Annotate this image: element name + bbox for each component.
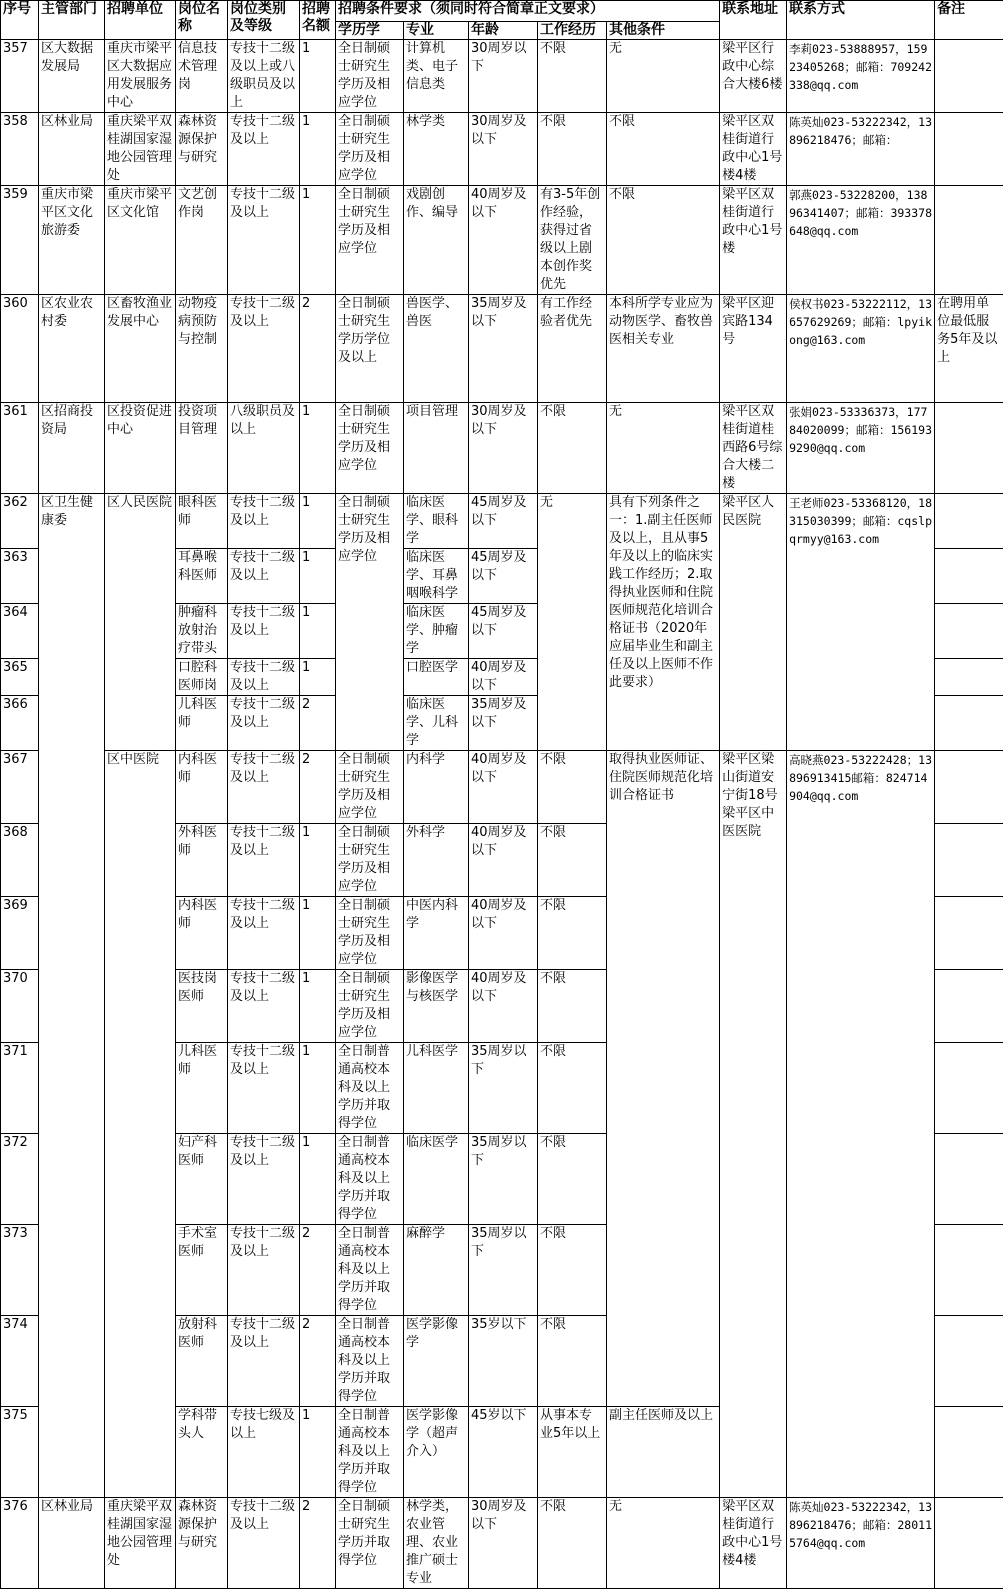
row-level: 专技十二级及以上 — [228, 824, 300, 897]
row-quota: 1 — [300, 40, 336, 113]
row-age: 45岁以下 — [469, 1407, 538, 1498]
row-other: 副主任医师及以上 — [607, 1407, 720, 1498]
row-edu: 全日制普通高校本科及以上学历并取得学位 — [336, 1225, 404, 1316]
row-post: 眼科医师 — [176, 494, 228, 549]
row-addr: 梁平区梁山街道安宁街18号梁平区中医医院 — [720, 751, 787, 1498]
row-level: 专技十二级及以上 — [228, 186, 300, 295]
row-level: 专技七级及以上 — [228, 1407, 300, 1498]
row-exp: 不限 — [538, 113, 607, 186]
row-edu: 全日制硕士研究生学历及相应学位 — [336, 494, 404, 751]
row-level: 专技十二级及以上 — [228, 696, 300, 751]
row-post: 内科医师 — [176, 751, 228, 824]
row-quota: 1 — [300, 604, 336, 659]
row-no: 361 — [1, 403, 39, 494]
row-major: 林学类 — [404, 113, 469, 186]
row-quota: 1 — [300, 549, 336, 604]
row-contact: 陈英灿023-53222342，13896218476；邮箱：280115764@qq.com — [787, 1498, 935, 1589]
row-post: 儿科医师 — [176, 696, 228, 751]
table-row — [1, 113, 1003, 186]
col-header-age: 年龄 — [469, 22, 538, 40]
row-edu: 全日制硕士研究生学历学位及以上 — [336, 295, 404, 403]
row-remark — [935, 494, 1003, 549]
row-exp: 无 — [538, 494, 607, 751]
row-unit: 区投资促进中心 — [105, 403, 176, 494]
row-exp: 不限 — [538, 751, 607, 824]
row-no: 376 — [1, 1498, 39, 1589]
row-remark — [935, 1134, 1003, 1225]
row-quota: 1 — [300, 1407, 336, 1498]
row-exp: 不限 — [538, 1043, 607, 1134]
row-age: 30周岁及以下 — [469, 403, 538, 494]
row-addr: 梁平区行政中心综合大楼6楼 — [720, 40, 787, 113]
row-other: 不限 — [607, 113, 720, 186]
row-no: 358 — [1, 113, 39, 186]
row-remark — [935, 113, 1003, 186]
row-exp: 不限 — [538, 1134, 607, 1225]
row-edu: 全日制普通高校本科及以上学历并取得学位 — [336, 1316, 404, 1407]
row-major: 临床医学、眼科学 — [404, 494, 469, 549]
row-edu: 全日制普通高校本科及以上学历并取得学位 — [336, 1407, 404, 1498]
row-age: 40周岁及以下 — [469, 186, 538, 295]
row-major: 计算机类、电子信息类 — [404, 40, 469, 113]
row-edu: 全日制硕士研究生学历并取得学位 — [336, 1498, 404, 1589]
row-major: 口腔医学 — [404, 659, 469, 696]
row-remark — [935, 696, 1003, 751]
col-header-post: 岗位名称 — [176, 1, 228, 40]
col-header-no: 序号 — [1, 1, 39, 40]
row-exp: 从事本专业5年以上 — [538, 1407, 607, 1498]
row-unit: 重庆市梁平区文化馆 — [105, 186, 176, 295]
row-dept: 区林业局 — [39, 113, 105, 186]
row-other: 无 — [607, 403, 720, 494]
row-addr: 梁平区迎宾路134号 — [720, 295, 787, 403]
row-quota: 1 — [300, 1134, 336, 1225]
row-post: 儿科医师 — [176, 1043, 228, 1134]
row-edu: 全日制硕士研究生学历及相应学位 — [336, 186, 404, 295]
row-quota: 1 — [300, 824, 336, 897]
row-unit: 区中医院 — [105, 751, 176, 1498]
row-major: 外科学 — [404, 824, 469, 897]
row-post: 耳鼻喉科医师 — [176, 549, 228, 604]
row-post: 投资项目管理 — [176, 403, 228, 494]
row-dept: 重庆市梁平区文化旅游委 — [39, 186, 105, 295]
row-level: 专技十二级及以上 — [228, 113, 300, 186]
table-row — [1, 186, 1003, 295]
row-major: 医学影像学 — [404, 1316, 469, 1407]
row-age: 35周岁以下 — [469, 1134, 538, 1225]
row-unit: 重庆市梁平区大数据应用发展服务中心 — [105, 40, 176, 113]
row-major: 儿科医学 — [404, 1043, 469, 1134]
row-other: 本科所学专业应为动物医学、畜牧兽医相关专业 — [607, 295, 720, 403]
row-other: 无 — [607, 40, 720, 113]
row-level: 专技十二级及以上 — [228, 549, 300, 604]
row-remark — [935, 1407, 1003, 1498]
col-header-remark: 备注 — [935, 1, 1003, 40]
row-level: 专技十二级及以上 — [228, 1225, 300, 1316]
col-header-quota: 招聘名额 — [300, 1, 336, 40]
row-other: 不限 — [607, 186, 720, 295]
row-no: 365 — [1, 659, 39, 696]
row-exp: 不限 — [538, 40, 607, 113]
table-row — [1, 295, 1003, 403]
row-remark — [935, 40, 1003, 113]
row-age: 40周岁及以下 — [469, 970, 538, 1043]
row-contact: 陈英灿023-53222342，13896218476；邮箱： — [787, 113, 935, 186]
table-row — [1, 1498, 1003, 1589]
row-level: 专技十二级及以上 — [228, 604, 300, 659]
row-no: 360 — [1, 295, 39, 403]
row-quota: 1 — [300, 970, 336, 1043]
row-major: 林学类，农业管理、农业推广硕士专业 — [404, 1498, 469, 1589]
row-level: 专技十二级及以上 — [228, 1134, 300, 1225]
row-contact: 李莉023-53888957，15923405268；邮箱：709242338@qq.com — [787, 40, 935, 113]
row-exp: 有3-5年创作经验，获得过省级以上剧本创作奖优先 — [538, 186, 607, 295]
row-unit: 区畜牧渔业发展中心 — [105, 295, 176, 403]
row-age: 45周岁及以下 — [469, 549, 538, 604]
col-header-dept: 主管部门 — [39, 1, 105, 40]
row-quota: 2 — [300, 751, 336, 824]
row-age: 30周岁以下 — [469, 40, 538, 113]
row-addr: 梁平区人民医院 — [720, 494, 787, 751]
row-post: 妇产科医师 — [176, 1134, 228, 1225]
row-major: 项目管理 — [404, 403, 469, 494]
row-remark — [935, 1498, 1003, 1589]
row-major: 戏剧创作、编导 — [404, 186, 469, 295]
row-post: 森林资源保护与研究 — [176, 1498, 228, 1589]
row-edu: 全日制硕士研究生学历及相应学位 — [336, 40, 404, 113]
row-exp: 有工作经验者优先 — [538, 295, 607, 403]
row-no: 371 — [1, 1043, 39, 1134]
row-exp: 不限 — [538, 824, 607, 897]
row-age: 40周岁及以下 — [469, 659, 538, 696]
row-post: 内科医师 — [176, 897, 228, 970]
row-post: 放射科医师 — [176, 1316, 228, 1407]
row-exp: 不限 — [538, 403, 607, 494]
row-major: 医学影像学（超声介入） — [404, 1407, 469, 1498]
row-other: 无 — [607, 1498, 720, 1589]
row-level: 八级职员及以上 — [228, 403, 300, 494]
row-no: 359 — [1, 186, 39, 295]
row-level: 专技十二级及以上 — [228, 897, 300, 970]
row-no: 366 — [1, 696, 39, 751]
row-major: 影像医学与核医学 — [404, 970, 469, 1043]
row-age: 35周岁以下 — [469, 1043, 538, 1134]
row-edu: 全日制硕士研究生学历及相应学位 — [336, 751, 404, 824]
row-remark — [935, 1316, 1003, 1407]
row-quota: 1 — [300, 659, 336, 696]
row-other: 取得执业医师证、住院医师规范化培训合格证书 — [607, 751, 720, 1407]
row-age: 45周岁及以下 — [469, 494, 538, 549]
header-row-1 — [1, 1, 1003, 22]
row-post: 动物疫病预防与控制 — [176, 295, 228, 403]
row-remark — [935, 186, 1003, 295]
row-post: 医技岗医师 — [176, 970, 228, 1043]
row-no: 363 — [1, 549, 39, 604]
row-remark — [935, 604, 1003, 659]
row-remark: 在聘用单位最低服务5年及以上 — [935, 295, 1003, 403]
row-exp: 不限 — [538, 1316, 607, 1407]
table-row — [1, 403, 1003, 494]
row-level: 专技十二级及以上 — [228, 1498, 300, 1589]
row-level: 专技十二级及以上 — [228, 1043, 300, 1134]
row-dept: 区大数据发展局 — [39, 40, 105, 113]
row-age: 35周岁以下 — [469, 1225, 538, 1316]
row-dept: 区农业农村委 — [39, 295, 105, 403]
row-quota: 2 — [300, 696, 336, 751]
col-header-contact: 联系方式 — [787, 1, 935, 40]
col-header-exp: 工作经历 — [538, 22, 607, 40]
row-age: 35周岁及以下 — [469, 295, 538, 403]
row-remark — [935, 659, 1003, 696]
row-post: 学科带头人 — [176, 1407, 228, 1498]
col-header-edu: 学历学 — [336, 22, 404, 40]
row-contact: 张娟023-53336373，17784020099；邮箱：1561939290@qq.com — [787, 403, 935, 494]
row-remark — [935, 970, 1003, 1043]
row-unit: 区人民医院 — [105, 494, 176, 751]
row-no: 367 — [1, 751, 39, 824]
col-header-level: 岗位类别及等级 — [228, 1, 300, 40]
row-remark — [935, 751, 1003, 824]
row-quota: 2 — [300, 1498, 336, 1589]
row-post: 文艺创作岗 — [176, 186, 228, 295]
row-remark — [935, 403, 1003, 494]
row-no: 368 — [1, 824, 39, 897]
row-other: 具有下列条件之一：1.副主任医师及以上，且从事5年及以上的临床实践工作经历；2.取得执业医师和住院医师规范化培训合格证书（2020年应届毕业生和副主任及以上医师不作此要求） — [607, 494, 720, 751]
row-major: 内科学 — [404, 751, 469, 824]
row-level: 专技十二级及以上 — [228, 1316, 300, 1407]
row-level: 专技十二级及以上 — [228, 494, 300, 549]
row-post: 外科医师 — [176, 824, 228, 897]
row-exp: 不限 — [538, 1498, 607, 1589]
row-age: 40周岁及以下 — [469, 824, 538, 897]
table-row — [1, 751, 1003, 824]
row-no: 364 — [1, 604, 39, 659]
row-quota: 1 — [300, 494, 336, 549]
col-header-unit: 招聘单位 — [105, 1, 176, 40]
row-no: 374 — [1, 1316, 39, 1407]
row-age: 35岁以下 — [469, 1316, 538, 1407]
row-contact: 高晓燕023-53222428；13896913415邮箱：824714904@qq.com — [787, 751, 935, 1498]
row-no: 357 — [1, 40, 39, 113]
row-major: 临床医学、儿科学 — [404, 696, 469, 751]
row-quota: 1 — [300, 897, 336, 970]
row-no: 373 — [1, 1225, 39, 1316]
row-major: 中医内科学 — [404, 897, 469, 970]
row-major: 麻醉学 — [404, 1225, 469, 1316]
row-level: 专技十二级及以上或八级职员及以上 — [228, 40, 300, 113]
row-level: 专技十二级及以上 — [228, 295, 300, 403]
row-contact: 侯权书023-53222112，13657629269；邮箱：lpyikong@163.com — [787, 295, 935, 403]
row-no: 362 — [1, 494, 39, 549]
row-dept: 区林业局 — [39, 1498, 105, 1589]
row-post: 信息技术管理岗 — [176, 40, 228, 113]
row-quota: 1 — [300, 113, 336, 186]
row-edu: 全日制硕士研究生学历及相应学位 — [336, 824, 404, 897]
row-no: 372 — [1, 1134, 39, 1225]
row-exp: 不限 — [538, 970, 607, 1043]
row-age: 30周岁及以下 — [469, 113, 538, 186]
row-edu: 全日制硕士研究生学历及相应学位 — [336, 113, 404, 186]
row-contact: 郭燕023-53228200，13896341407；邮箱：393378648@qq.com — [787, 186, 935, 295]
row-addr: 梁平区双桂街道行政中心1号楼4楼 — [720, 1498, 787, 1589]
row-remark — [935, 549, 1003, 604]
row-remark — [935, 824, 1003, 897]
row-remark — [935, 1043, 1003, 1134]
row-edu: 全日制硕士研究生学历及相应学位 — [336, 897, 404, 970]
row-addr: 梁平区双桂街道行政中心1号楼4楼 — [720, 113, 787, 186]
row-quota: 1 — [300, 186, 336, 295]
row-quota: 1 — [300, 1043, 336, 1134]
row-remark — [935, 1225, 1003, 1316]
row-age: 40周岁及以下 — [469, 897, 538, 970]
row-no: 370 — [1, 970, 39, 1043]
row-post: 手术室医师 — [176, 1225, 228, 1316]
col-header-other: 其他条件 — [607, 22, 720, 40]
row-major: 临床医学、耳鼻咽喉科学 — [404, 549, 469, 604]
col-header-major: 专业 — [404, 22, 469, 40]
row-quota: 2 — [300, 1316, 336, 1407]
row-age: 45周岁及以下 — [469, 604, 538, 659]
row-no: 369 — [1, 897, 39, 970]
row-age: 35周岁及以下 — [469, 696, 538, 751]
row-major: 临床医学、肿瘤学 — [404, 604, 469, 659]
row-edu: 全日制硕士研究生学历及相应学位 — [336, 970, 404, 1043]
row-quota: 2 — [300, 295, 336, 403]
table-row — [1, 40, 1003, 113]
row-level: 专技十二级及以上 — [228, 970, 300, 1043]
row-addr: 梁平区双桂街道桂西路6号综合大楼二楼 — [720, 403, 787, 494]
row-no: 375 — [1, 1407, 39, 1498]
row-quota: 2 — [300, 1225, 336, 1316]
row-addr: 梁平区双桂街道行政中心1号楼 — [720, 186, 787, 295]
row-age: 40周岁及以下 — [469, 751, 538, 824]
row-level: 专技十二级及以上 — [228, 751, 300, 824]
row-edu: 全日制普通高校本科及以上学历并取得学位 — [336, 1134, 404, 1225]
col-header-addr: 联系地址 — [720, 1, 787, 40]
row-unit: 重庆梁平双桂湖国家湿地公园管理处 — [105, 1498, 176, 1589]
row-post: 森林资源保护与研究 — [176, 113, 228, 186]
row-quota: 1 — [300, 403, 336, 494]
row-remark — [935, 897, 1003, 970]
row-exp: 不限 — [538, 1225, 607, 1316]
col-header-conditions: 招聘条件要求（须同时符合简章正文要求） — [336, 1, 720, 22]
row-post: 口腔科医师岗 — [176, 659, 228, 696]
row-major: 临床医学 — [404, 1134, 469, 1225]
row-age: 30周岁及以下 — [469, 1498, 538, 1589]
row-contact: 王老师023-53368120，18315030399；邮箱：cqslpqrmyy@163.com — [787, 494, 935, 751]
row-major: 兽医学、兽医 — [404, 295, 469, 403]
table-row — [1, 494, 1003, 549]
row-post: 肿瘤科放射治疗带头 — [176, 604, 228, 659]
row-edu: 全日制硕士研究生学历及相应学位 — [336, 403, 404, 494]
row-unit: 重庆梁平双桂湖国家湿地公园管理处 — [105, 113, 176, 186]
row-dept: 区卫生健康委 — [39, 494, 105, 1498]
row-dept: 区招商投资局 — [39, 403, 105, 494]
row-edu: 全日制普通高校本科及以上学历并取得学位 — [336, 1043, 404, 1134]
row-level: 专技十二级及以上 — [228, 659, 300, 696]
row-exp: 不限 — [538, 897, 607, 970]
